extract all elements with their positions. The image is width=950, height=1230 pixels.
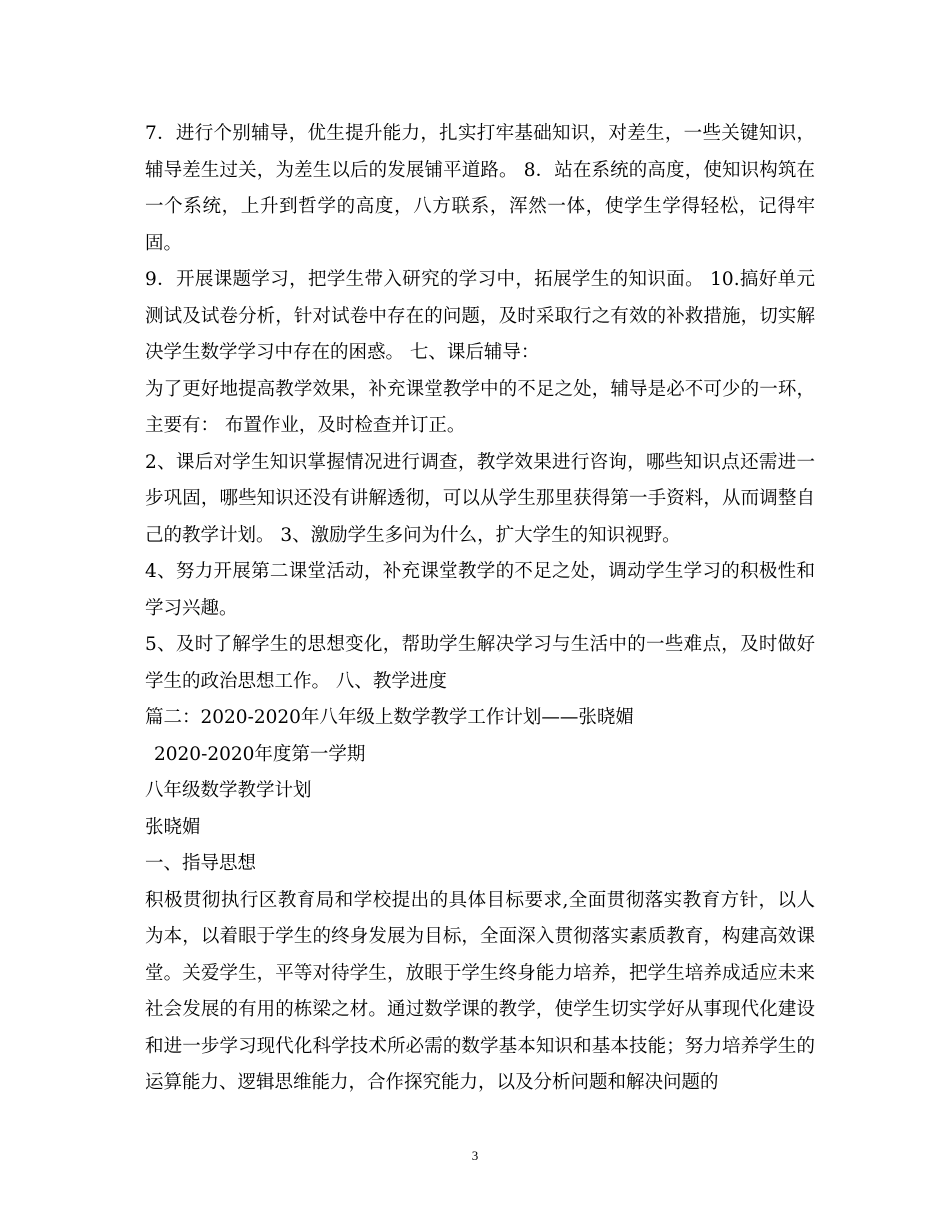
author-name: 张晓媚 [145,816,201,838]
paragraph-second-classroom: 4、努力开展第二课堂活动，补充课堂教学的不足之处，调动学生学习的积极性和学习兴趣。 [145,561,815,619]
paragraph-after-class: 为了更好地提高教学效果，补充课堂教学中的不足之处，辅导是必不可少的一环，主要有： 布置作业，及时检查并订正。 [145,378,815,436]
paragraph-guiding-thought: 积极贯彻执行区教育局和学校提出的具体目标要求,全面贯彻落实教育方针，以人为本，以着眼于学生的终身发展为目标，全面深入贯彻落实素质教育，构建高效课堂。关爱学生，平等对待学生，放眼于学生终身能力培养，把学生培养成适应未来社会发展的有用的栋梁之材。通过数学课的教学，使学生切实学好从事现代化建设和进一步学习现代化科学技术所必需的数学基本知识和基本技能；努力培养学生的运算能力、逻辑思维能力，合作探究能力，以及分析问题和解决问题的 [145,889,815,1093]
term-line: 2020-2020年度第一学期 [154,743,366,765]
plan-title: 八年级数学教学计划 [145,780,312,801]
section-title: 篇二：2020-2020年八年级上数学教学工作计划——张晓媚 [145,707,634,728]
document-body [145,116,815,1102]
page-number: 3 [471,1148,479,1163]
paragraph-tutoring: 7．进行个别辅导，优生提升能力，扎实打牢基础知识，对差生，一些关键知识，辅导差生过关，为差生以后的发展铺平道路。 8．站在系统的高度，使知识构筑在一个系统，上升到哲学的高度，八方联系，浑然一体，使学生学得轻松，记得牢固。 [145,123,815,254]
paragraph-thinking: 5、及时了解学生的思想变化，帮助学生解决学习与生活中的一些难点，及时做好学生的政治思想工作。 八、教学进度 [145,634,815,692]
paragraph-survey: 2、课后对学生知识掌握情况进行调查，教学效果进行咨询，哪些知识点还需进一步巩固，哪些知识还没有讲解透彻，可以从学生那里获得第一手资料，从而调整自己的教学计划。 3、激励学生多问为什么，扩大学生的知识视野。 [145,451,815,546]
heading-guiding-thought: 一、指导思想 [145,853,257,874]
paragraph-project-learning: 9．开展课题学习，把学生带入研究的学习中，拓展学生的知识面。 10.搞好单元测试及试卷分析，针对试卷中存在的问题，及时采取行之有效的补救措施，切实解决学生数学学习中存在的困惑。 七、课后辅导： [145,269,815,363]
